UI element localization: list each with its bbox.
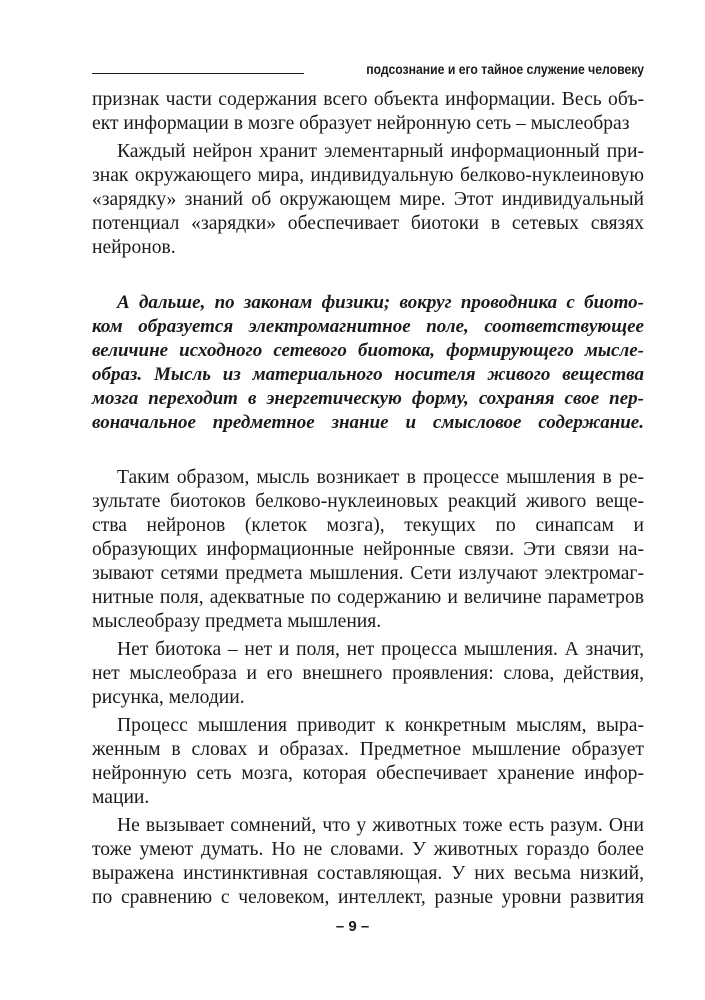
paragraph-3-line-6: мыслеобразу предмета мышления. <box>92 611 382 632</box>
running-title: подсознание и его тайное служение человеку <box>366 62 644 78</box>
paragraph-5-line-1: женным в словах и образах. Предметное мышление образует <box>92 739 644 760</box>
paragraph-5-line-2: нейронную сеть мозга, которая обеспечивает хранение инфор- <box>92 763 644 784</box>
paragraph-4-line-2: рисунка, мелодии. <box>92 687 245 708</box>
paragraph-2-line-1: ком образуется электромагнитное поле, соответствующее <box>92 316 644 337</box>
paragraph-3-line-4: зывают сетями предмета мышления. Сети излучают электромаг- <box>92 563 644 584</box>
paragraph-1-line-4: нейронов. <box>92 237 176 258</box>
paragraph-6-line-1: тоже умеют думать. Но не словами. У животных гораздо более <box>92 839 644 860</box>
paragraph-4-line-1: нет мыслеобраза и его внешнего проявления: слова, действия, <box>92 663 644 684</box>
paragraph-0-line-0: признак части содержания всего объекта информации. Весь объ- <box>92 89 644 110</box>
paragraph-3-line-3: образующих информационные нейронные связи. Эти связи на- <box>92 539 644 560</box>
paragraph-1-line-0: Каждый нейрон хранит элементарный информационный при- <box>117 141 644 162</box>
page-number: – 9 – <box>335 918 370 935</box>
paragraph-1-line-2: «зарядку» знаний об окружающем мире. Этот индивидуальный <box>92 189 644 210</box>
paragraph-2-line-3: образ. Мысль из материального носителя живого вещества <box>92 364 644 385</box>
header-rule <box>92 73 304 74</box>
paragraph-2-line-2: величине исходного сетевого биотока, формирующего мысле- <box>92 340 644 361</box>
paragraph-6-line-3: по сравнению с человеком, интеллект, разные уровни развития <box>92 887 644 908</box>
paragraph-2-line-5: воначальное предметное знание и смысловое содержание. <box>92 412 644 433</box>
paragraph-2-line-0: А дальше, по законам физики; вокруг проводника с биото- <box>117 292 644 313</box>
paragraph-3-line-1: зультате биотоков белково-нуклеиновых реакций живого веще- <box>92 491 644 512</box>
paragraph-3-line-2: ства нейронов (клеток мозга), текущих по синапсам и <box>92 515 644 536</box>
paragraph-1-line-3: потенциал «зарядки» обеспечивает биотоки в сетевых связях <box>92 213 644 234</box>
paragraph-0-line-1: ект информации в мозге образует нейронную сеть – мыслеобраз <box>92 113 630 134</box>
running-header <box>92 60 644 82</box>
paragraph-6-line-2: выражена инстинктивная составляющая. У них весьма низкий, <box>92 863 644 884</box>
paragraph-4-line-0: Нет биотока – нет и поля, нет процесса мышления. А значит, <box>117 639 644 660</box>
paragraph-2-line-4: мозга переходит в энергетическую форму, сохраняя свое пер- <box>92 388 644 409</box>
paragraph-3-line-0: Таким образом, мысль возникает в процессе мышления в ре- <box>117 467 644 488</box>
paragraph-1-line-1: знак окружающего мира, индивидуальную белково-нуклеиновую <box>92 165 644 186</box>
paragraph-3-line-5: нитные поля, адекватные по содержанию и величине параметров <box>92 587 644 608</box>
paragraph-5-line-3: мации. <box>92 787 150 808</box>
paragraph-5-line-0: Процесс мышления приводит к конкретным мыслям, выра- <box>117 715 644 736</box>
paragraph-6-line-0: Не вызывает сомнений, что у животных тоже есть разум. Они <box>117 815 644 836</box>
